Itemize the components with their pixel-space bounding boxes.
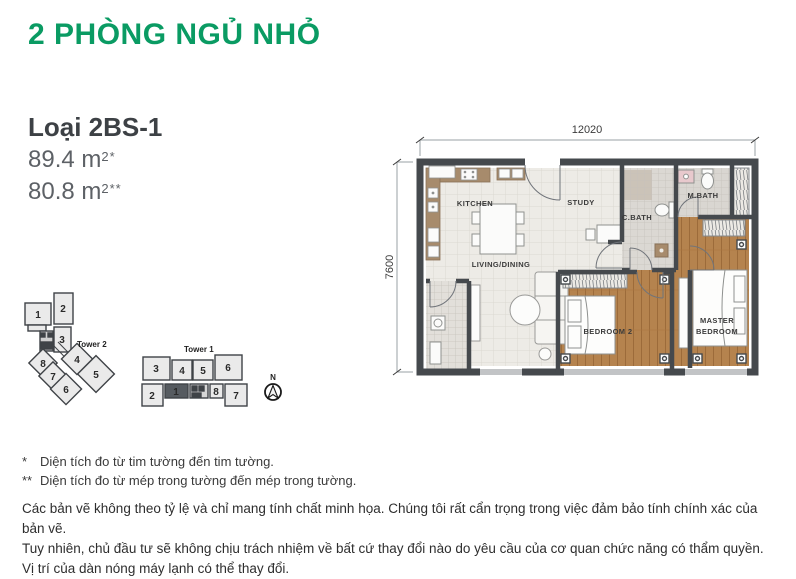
area-gross bbox=[28, 146, 116, 174]
tower2-unit-2: 2 bbox=[60, 304, 66, 315]
page-title: 2 PHÒNG NGỦ NHỎ bbox=[28, 18, 321, 51]
area-gross-sup: 2* bbox=[101, 149, 116, 164]
tower2-unit-3: 3 bbox=[59, 335, 65, 346]
footnote-2 bbox=[22, 471, 782, 490]
tower1-label: Tower 1 bbox=[184, 345, 214, 354]
dim-width-label: 12020 bbox=[571, 124, 603, 136]
tower1-unit-8: 8 bbox=[213, 387, 219, 398]
footnotes bbox=[22, 452, 782, 579]
compass-n-label: N bbox=[270, 373, 276, 382]
footnote-1 bbox=[22, 452, 782, 471]
room-label-study: STUDY bbox=[567, 198, 595, 207]
bedroom2-bed bbox=[565, 296, 615, 354]
tower2-unit-1: 1 bbox=[35, 310, 41, 321]
tower2-unit-5: 5 bbox=[93, 370, 99, 381]
window-bedroom2 bbox=[564, 368, 664, 376]
tower2-unit-4: 4 bbox=[74, 355, 80, 366]
footnote-1-text: Diện tích đo từ tim tường đến tim tường. bbox=[40, 454, 274, 469]
floorplan-drawing bbox=[385, 110, 790, 430]
room-label-bedroom2: BEDROOM 2 bbox=[583, 327, 633, 336]
room-label-mbath: M.BATH bbox=[687, 191, 719, 200]
compass-icon bbox=[265, 373, 281, 400]
windows bbox=[480, 368, 747, 376]
area-net bbox=[28, 178, 122, 206]
tower1-unit-6: 6 bbox=[225, 363, 231, 374]
tower2-label: Tower 2 bbox=[77, 340, 107, 349]
tower2-unit-8: 8 bbox=[40, 359, 46, 370]
tower1-keyplan bbox=[140, 343, 300, 413]
tower2-unit-7: 7 bbox=[50, 372, 56, 383]
window-living bbox=[480, 368, 522, 376]
tower1-unit-5: 5 bbox=[200, 366, 206, 377]
room-label-cbath: C.BATH bbox=[621, 213, 653, 222]
room-label-kitchen: KITCHEN bbox=[456, 199, 494, 208]
tower2-unit-6: 6 bbox=[63, 385, 69, 396]
tower1-unit-1-highlighted: 1 bbox=[173, 387, 179, 398]
footnote-1-marker: * bbox=[22, 454, 28, 469]
tower1-unit-2: 2 bbox=[149, 391, 155, 402]
footnote-2-marker: ** bbox=[22, 473, 33, 488]
tower2-keyplan bbox=[20, 283, 145, 418]
disclaimer bbox=[22, 499, 782, 579]
unit-type-label: Loại 2BS-1 bbox=[28, 112, 163, 142]
footnote-2-text: Diện tích đo từ mép trong tường đến mép trong tường. bbox=[40, 473, 357, 488]
room-label-living: LIVING/DINING bbox=[471, 260, 531, 269]
window-master bbox=[685, 368, 747, 376]
tower1-unit-7: 7 bbox=[233, 391, 239, 402]
area-net-sup: 2** bbox=[101, 181, 122, 196]
disclaimer-line-3: Vị trí của dàn nóng máy lạnh có thể thay đổi. bbox=[22, 561, 290, 576]
area-gross-value: 89.4 m bbox=[28, 146, 102, 173]
dining-table bbox=[472, 204, 524, 254]
room-label-master-1: MASTER bbox=[699, 316, 735, 325]
area-net-value: 80.8 m bbox=[28, 178, 102, 205]
disclaimer-line-2: Tuy nhiên, chủ đầu tư sẽ không chịu trách nhiệm về bất cứ thay đổi nào do yêu cầu của cơ quan chức năng có thẩm quyền. bbox=[22, 541, 764, 556]
tower1-unit-4: 4 bbox=[179, 366, 185, 377]
room-label-master-2: BEDROOM bbox=[696, 327, 738, 336]
mbath-sink bbox=[678, 170, 694, 183]
tower1-unit-3: 3 bbox=[153, 364, 159, 375]
dim-height-label: 7600 bbox=[384, 254, 396, 280]
disclaimer-line-1: Các bản vẽ không theo tỷ lệ và chỉ mang tính chất minh họa. Chúng tôi rất cẩn trọng trong việc đảm bảo tính chính xác của bản vẽ. bbox=[22, 501, 758, 536]
mbath-toilet bbox=[702, 169, 714, 189]
